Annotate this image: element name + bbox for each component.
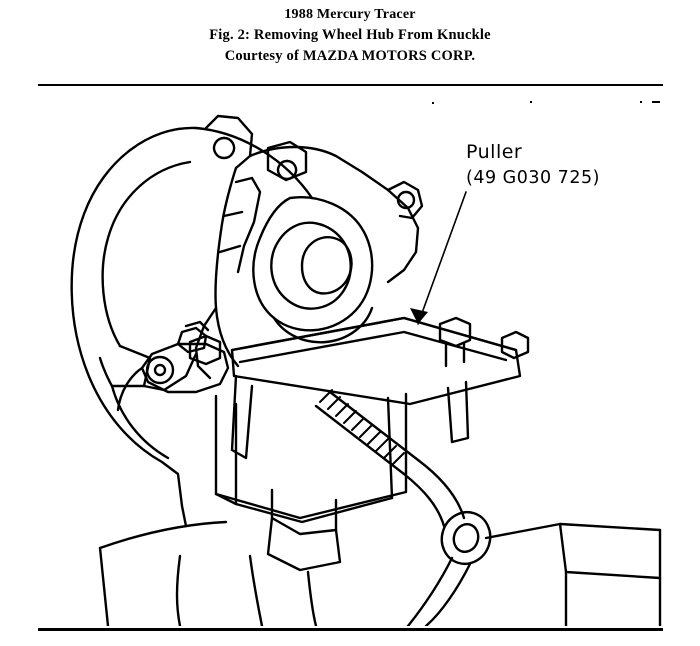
handle-to-lever [408, 558, 452, 626]
knuckle-body-outline-2 [250, 147, 418, 282]
knuckle-web-left-2 [224, 212, 242, 216]
puller-yoke-bottom [216, 472, 406, 518]
puller-callout-part-number: (49 G030 725) [466, 168, 600, 188]
bench-front-face [100, 548, 108, 626]
bench-surface-edge [100, 522, 226, 548]
bench-right-edge [486, 524, 660, 538]
dust-shield-inner-edge [103, 162, 190, 346]
hub-flange-lower [274, 308, 372, 342]
handle-to-lever-2 [426, 564, 470, 626]
scan-speck-1 [432, 102, 434, 104]
figure-caption: Fig. 2: Removing Wheel Hub From Knuckle [209, 27, 491, 43]
callout-leader-line [418, 192, 466, 324]
knuckle-web-left-3 [220, 246, 240, 252]
hub-face [302, 237, 352, 293]
dust-shield-outline [72, 128, 196, 526]
knuckle-bolt-center-left [155, 365, 165, 375]
courtesy-line: Courtesy of MAZDA MOTORS CORP. [224, 48, 476, 64]
bench-left-body-3 [308, 572, 316, 626]
scan-speck-4 [652, 101, 660, 103]
puller-handle-2 [418, 460, 464, 518]
puller-callout-name: Puller [466, 141, 523, 163]
knuckle-upper-arm-inner [214, 138, 234, 158]
scan-speck-3 [640, 101, 642, 103]
steering-arm [118, 368, 142, 410]
puller-cross-bar-top-edge [232, 318, 516, 350]
puller-callout [466, 139, 676, 191]
hub-inner-ring [271, 223, 350, 309]
bench-right-face [560, 524, 660, 578]
dust-shield-outline-right [196, 128, 312, 198]
footer-divider-rule [38, 628, 663, 631]
puller-bolt-far-right [502, 332, 528, 358]
knuckle-bolt-head-left [147, 357, 173, 383]
handle-ring-inner [450, 521, 481, 555]
bench-left-body-2 [250, 556, 262, 626]
scan-speck-2 [530, 101, 532, 103]
bench-left-body [177, 556, 180, 626]
figure-header [0, 4, 700, 67]
knuckle-body-outline [215, 168, 238, 366]
puller-cross-bar [232, 318, 520, 404]
knuckle-web-left [236, 178, 260, 272]
bench-block-bottom [268, 518, 340, 570]
knuckle-bracket-arm [388, 182, 422, 218]
puller-handle [404, 474, 444, 526]
puller-yoke-right [388, 398, 392, 498]
vehicle-title: 1988 Mercury Tracer [284, 7, 416, 22]
